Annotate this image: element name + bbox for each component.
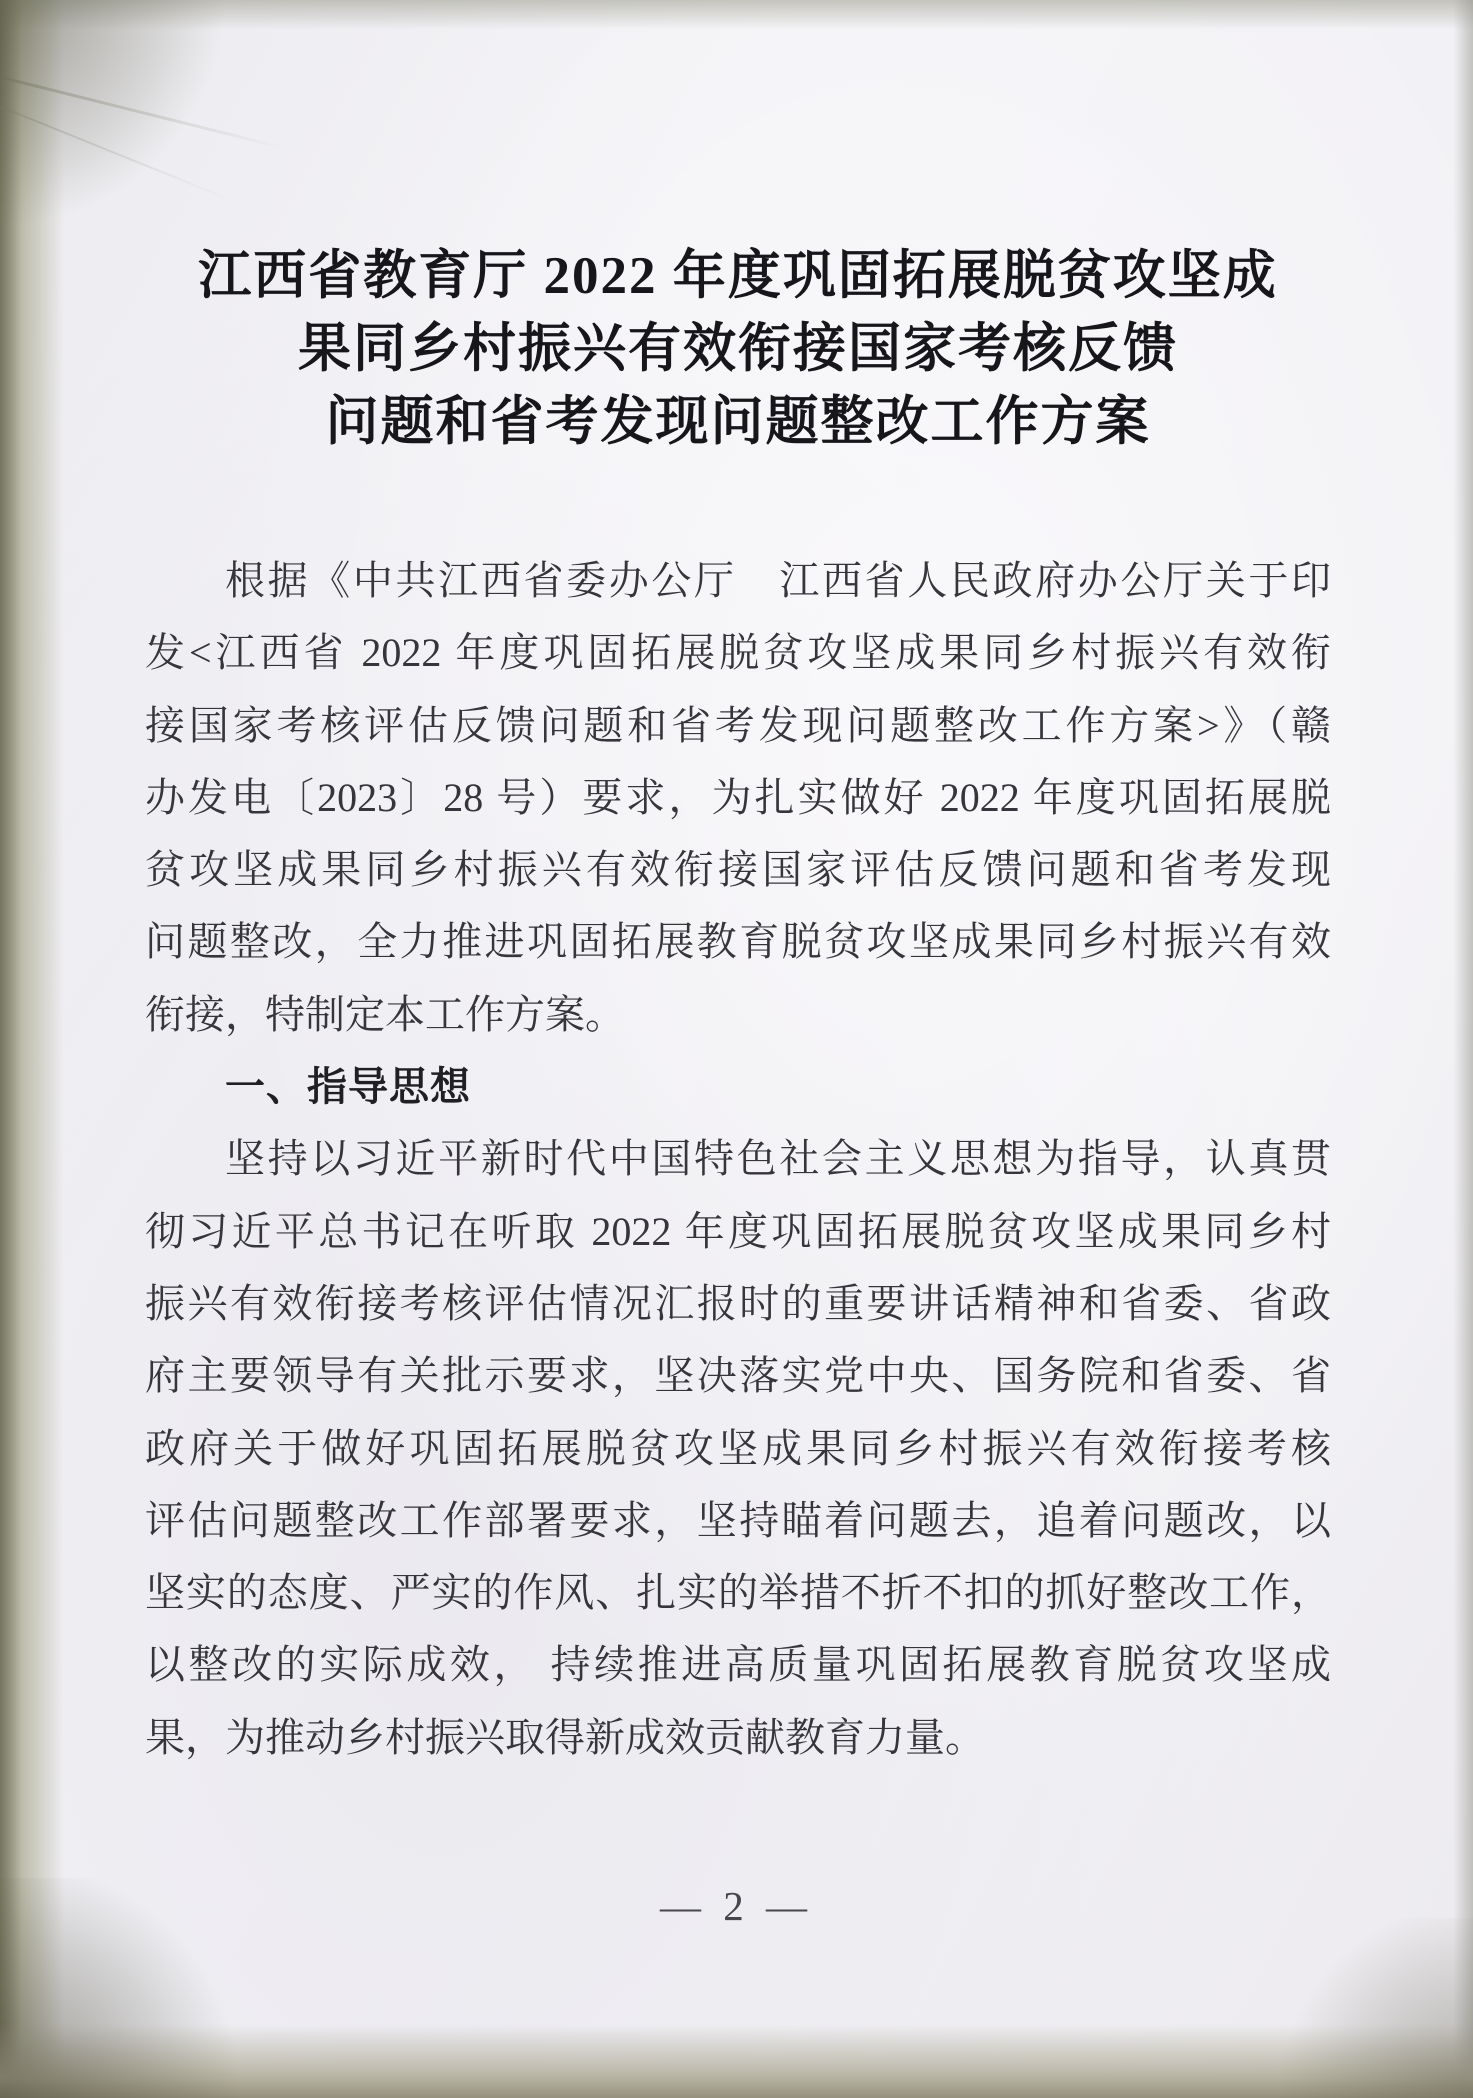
text-line: 彻习近平总书记在听取 2022 年度巩固拓展脱贫攻坚成果同乡村	[145, 1208, 1331, 1254]
title-line: 果同乡村振兴有效衔接国家考核反馈	[298, 320, 1178, 378]
text-line: 振兴有效衔接考核评估情况汇报时的重要讲话精神和省委、省政	[145, 1280, 1331, 1326]
scan-corner-bottom-right-shadow	[1233, 1918, 1473, 2098]
text-line: 坚实的态度、严实的作风、扎实的举措不折不扣的抓好整改工作，	[145, 1570, 1331, 1616]
paragraph	[145, 545, 1331, 1051]
document-body	[145, 545, 1331, 1774]
text-line: 政府关于做好巩固拓展脱贫攻坚成果同乡村振兴有效衔接考核	[145, 1425, 1331, 1471]
section-heading	[145, 1051, 1331, 1123]
text-line: 贫攻坚成果同乡村振兴有效衔接国家评估反馈问题和省考发现	[145, 847, 1331, 893]
text-line: 接国家考核评估反馈问题和省考发现问题整改工作方案>》（赣	[145, 702, 1331, 748]
paragraph	[145, 1123, 1331, 1774]
page-footer	[0, 1882, 1473, 1930]
text-line: 果，为推动乡村振兴取得新成效贡献教育力量。	[145, 1714, 985, 1760]
scan-edge-left-shadow	[0, 0, 64, 2098]
title-line: 问题和省考发现问题整改工作方案	[325, 393, 1151, 451]
text-line: 评估问题整改工作部署要求，坚持瞄着问题去，追着问题改，以	[145, 1497, 1331, 1543]
text-line: 坚持以习近平新时代中国特色社会主义思想为指导，认真贯	[225, 1136, 1331, 1182]
text-line: 根据《中共江西省委办公厅 江西省人民政府办公厅关于印	[225, 558, 1331, 603]
page-number: — 2 —	[660, 1883, 813, 1929]
text-line: 以整改的实际成效， 持续推进高质量巩固拓展教育脱贫攻坚成	[145, 1642, 1331, 1688]
text-line: 府主要领导有关批示要求，坚决落实党中央、国务院和省委、省	[145, 1353, 1331, 1399]
text-line: 一、指导思想	[225, 1065, 471, 1110]
text-line: 办发电〔2023〕28 号）要求，为扎实做好 2022 年度巩固拓展脱	[145, 774, 1331, 820]
text-line: 衔接，特制定本工作方案。	[145, 991, 625, 1037]
text-line: 问题整改，全力推进巩固拓展教育脱贫攻坚成果同乡村振兴有效	[145, 919, 1331, 965]
document-title	[145, 240, 1331, 459]
title-line: 江西省教育厅 2022 年度巩固拓展脱贫攻坚成	[198, 247, 1278, 305]
document-content	[145, 0, 1331, 1774]
text-line: 发<江西省 2022 年度巩固拓展脱贫攻坚成果同乡村振兴有效衔	[145, 630, 1331, 676]
scan-edge-right-shadow	[1453, 0, 1473, 2098]
